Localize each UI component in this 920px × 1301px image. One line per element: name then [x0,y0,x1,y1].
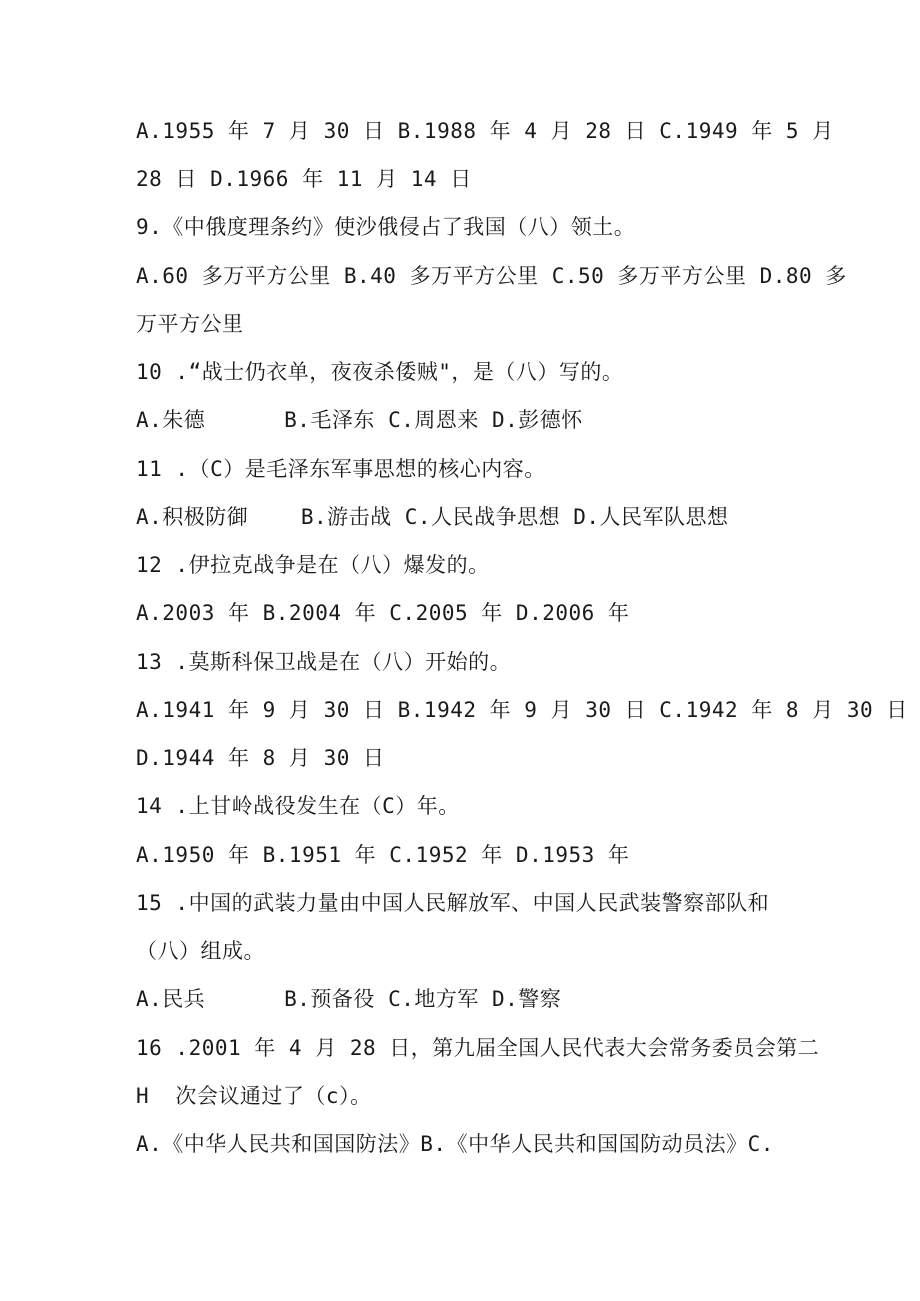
question-15: 15 .中国的武装力量由中国人民解放军、中国人民武装警察部队和 [136,891,770,915]
text-line-2: 28 日 D.1966 年 11 月 14 日 [136,167,472,191]
question-13-options-cont: D.1944 年 8 月 30 日 [136,746,385,770]
question-10-options: A.朱德 B.毛泽东 C.周恩来 D.彭德怀 [136,408,583,432]
question-16-cont: H 次会议通过了（c）。 [136,1084,372,1108]
question-9: 9.《中俄度理条约》使沙俄侵占了我国（八）领土。 [136,215,636,239]
question-14-options: A.1950 年 B.1951 年 C.1952 年 D.1953 年 [136,843,630,867]
question-16: 16 .2001 年 4 月 28 日，第九届全国人民代表大会常务委员会第二 [136,1036,820,1060]
question-11: 11 .（C）是毛泽东军事思想的核心内容。 [136,457,546,481]
question-9-options: A.60 多万平方公里 B.40 多万平方公里 C.50 多万平方公里 D.80 多 [136,264,847,288]
question-9-options-cont: 万平方公里 [136,312,244,336]
question-14: 14 .上甘岭战役发生在（C）年。 [136,794,460,818]
question-12-options: A.2003 年 B.2004 年 C.2005 年 D.2006 年 [136,601,630,625]
question-12: 12 .伊拉克战争是在（八）爆发的。 [136,553,490,577]
question-15-options: A.民兵 B.预备役 C.地方军 D.警察 [136,987,562,1011]
question-16-options: A.《中华人民共和国国防法》B.《中华人民共和国国防动员法》C. [136,1132,774,1156]
question-15-cont: （八）组成。 [136,939,265,963]
question-13-options: A.1941 年 9 月 30 日 B.1942 年 9 月 30 日 C.1942 年 8 月 30 日 [136,698,908,722]
question-11-options: A.积极防御 B.游击战 C.人民战争思想 D.人民军队思想 [136,505,729,529]
question-13: 13 .莫斯科保卫战是在（八）开始的。 [136,650,512,674]
text-line-1: A.1955 年 7 月 30 日 B.1988 年 4 月 28 日 C.1949 年 5 月 [136,119,834,143]
question-10: 10 .“战士仍衣单，夜夜杀倭贼"，是（八）写的。 [136,360,624,384]
